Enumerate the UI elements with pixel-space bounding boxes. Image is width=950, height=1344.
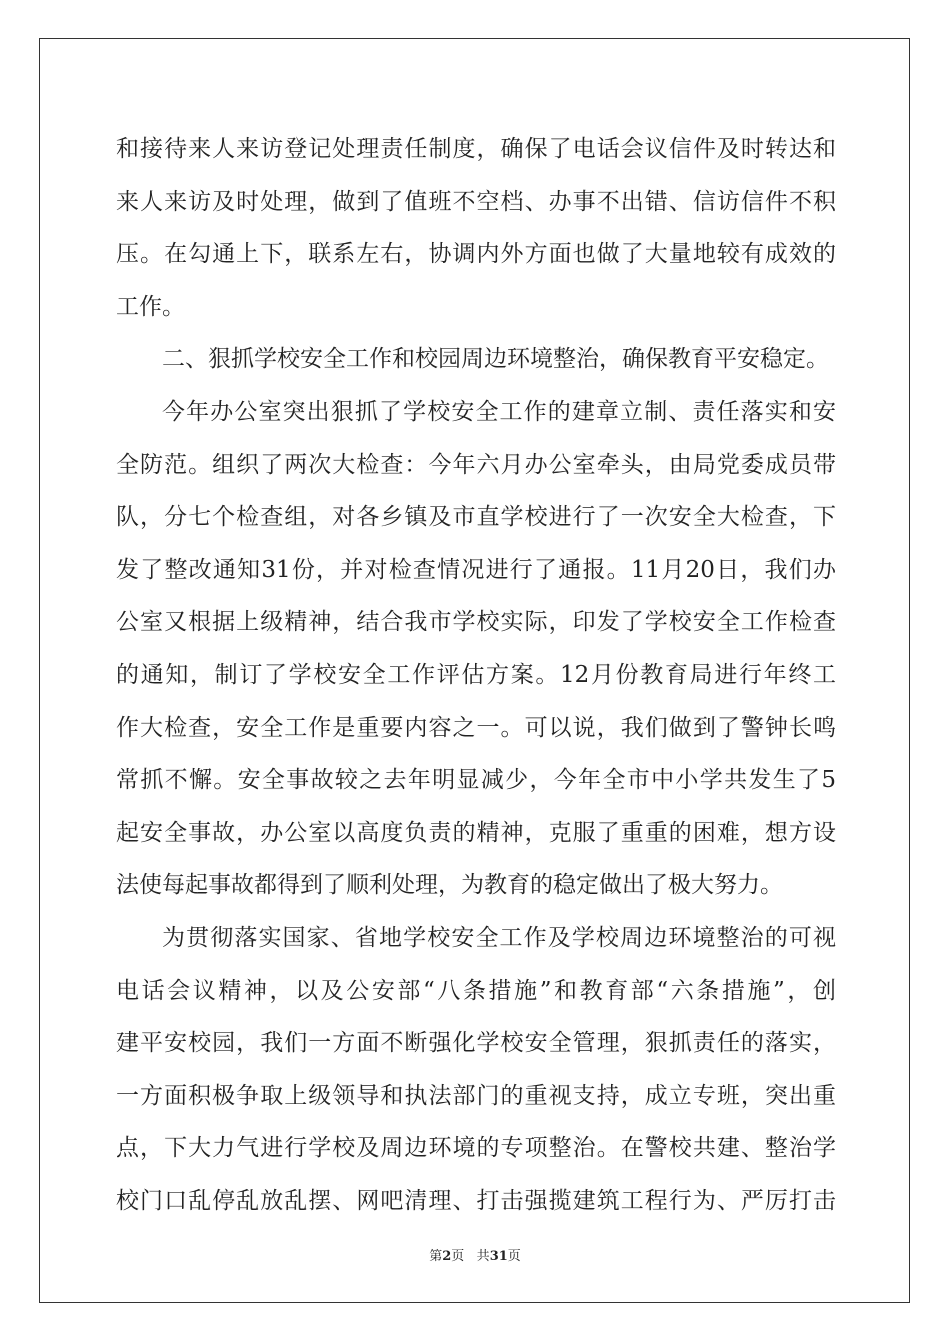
- text-line: 建平安校园，我们一方面不断强化学校安全管理，狠抓责任的落实，: [116, 1030, 836, 1057]
- text-line: 的通知，制订了学校安全工作评估方案。12月份教育局进行年终工: [116, 661, 836, 688]
- text-line: 起安全事故，办公室以高度负责的精神，克服了重重的困难，想方设: [116, 819, 836, 846]
- footer-total-prefix: 共: [476, 1249, 490, 1264]
- text-line: 电话会议精神，以及公安部“八条措施”和教育部“六条措施”，创: [116, 977, 836, 1004]
- footer-page-suffix: 页: [451, 1249, 465, 1264]
- text-line: 常抓不懈。安全事故较之去年明显减少，今年全市中小学共发生了5: [116, 767, 836, 794]
- document-body: [116, 123, 836, 1227]
- text-line: 队，分七个检查组，对各乡镇及市直学校进行了一次安全大检查，下: [116, 504, 836, 531]
- text-line: 法使每起事故都得到了顺利处理，为教育的稳定做出了极大努力。: [116, 872, 783, 899]
- text-line: 校门口乱停乱放乱摆、网吧清理、打击强揽建筑工程行为、严厉打击: [116, 1187, 836, 1214]
- text-line: 今年办公室突出狠抓了学校安全工作的建章立制、责任落实和安: [162, 398, 836, 425]
- footer-prefix: 第: [429, 1249, 443, 1264]
- text-line: 一方面积极争取上级领导和执法部门的重视支持，成立专班，突出重: [116, 1082, 836, 1109]
- text-line: 来人来访及时处理，做到了值班不空档、办事不出错、信访信件不积: [116, 188, 836, 215]
- current-page-number: 2: [442, 1249, 452, 1264]
- text-line: 全防范。组织了两次大检查：今年六月办公室牵头，由局党委成员带: [116, 451, 836, 478]
- text-line: 和接待来人来访登记处理责任制度，确保了电话会议信件及时转达和: [116, 136, 836, 162]
- footer-total-suffix: 页: [507, 1249, 521, 1264]
- text-line: 为贯彻落实国家、省地学校安全工作及学校周边环境整治的可视: [162, 924, 836, 951]
- total-pages-number: 31: [489, 1249, 508, 1264]
- text-line: 作大检查，安全工作是重要内容之一。可以说，我们做到了警钟长鸣: [116, 714, 836, 741]
- section-heading: 二、狠抓学校安全工作和校园周边环境整治，确保教育平安稳定。: [162, 346, 829, 373]
- text-line: 点，下大力气进行学校及周边环境的专项整治。在警校共建、整治学: [116, 1135, 836, 1162]
- text-line: 压。在勾通上下，联系左右，协调内外方面也做了大量地较有成效的: [116, 241, 836, 268]
- page-footer: [0, 1245, 950, 1264]
- footer-gap: [464, 1249, 476, 1264]
- text-line: 公室又根据上级精神，结合我市学校实际，印发了学校安全工作检查: [116, 609, 836, 636]
- text-line: 发了整改通知31份，并对检查情况进行了通报。11月20日，我们办: [116, 556, 836, 583]
- text-line: 工作。: [116, 293, 185, 320]
